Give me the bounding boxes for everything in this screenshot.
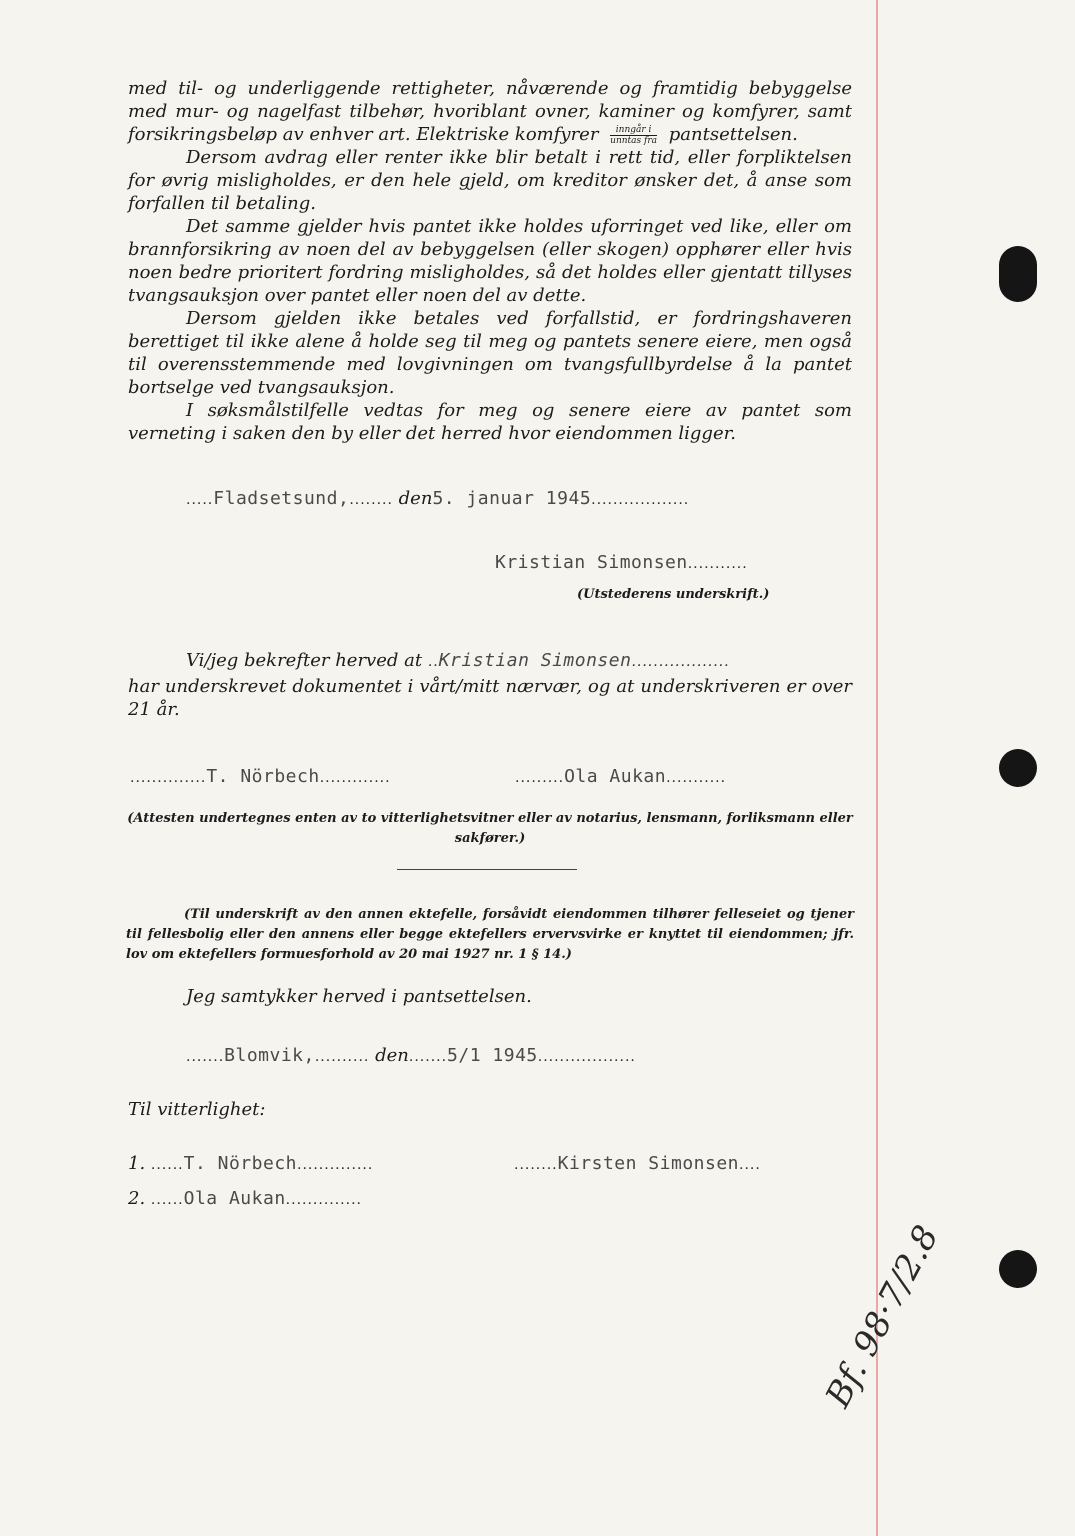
witness-heading: Til vitterlighet: xyxy=(128,1099,266,1120)
spouse-place: Blomvik, xyxy=(224,1045,315,1066)
punch-hole xyxy=(999,246,1037,302)
confirmation-line: Vi/jeg bekrefter herved at ..Kristian Simonsen.................. xyxy=(186,650,730,671)
clause-paragraph xyxy=(128,77,852,146)
confirmation-prefix: Vi/jeg bekrefter herved at xyxy=(186,650,423,671)
clause-text: med til- og underliggende rettigheter, nåværende og framtidig bebyggelse med mur- og nagelfast tilbehør, hvoriblant ovner, kaminer og komfyrer, samt forsikringsbeløp av enhver art. Elektriske komfyrer xyxy=(128,78,852,145)
issuer-place: Fladsetsund, xyxy=(213,488,350,509)
spouse-signature: Kirsten Simonsen xyxy=(557,1153,739,1174)
venue-paragraph: I søksmålstilfelle vedtas for meg og senere eiere av pantet som verneting i saken den by eller det herred hvor eiendommen ligger. xyxy=(128,400,852,444)
issuer-signature: Kristian Simonsen xyxy=(495,552,688,573)
fraction-bottom: unntas fra xyxy=(610,135,658,146)
handwritten-annotation: Bf. 98·7/2.8 xyxy=(818,1219,947,1414)
spouse-date: 5/1 1945 xyxy=(447,1045,538,1066)
witness-line-2: .........Ola Aukan........... xyxy=(515,766,727,787)
spouse-note: (Til underskrift av den annen ektefelle, forsåvidt eiendommen tilhører felleseiet og tjener til fellesbolig eller den annens eller begge ektefellers ervervsvirke er knyttet til eiendommen; jfr. lov om ektefellers formuesforhold av 20 mai 1927 nr. 1 § 14.) xyxy=(126,907,854,962)
witness-line: ..............T. Nörbech............. xyxy=(130,766,391,787)
spouse-signature-line: ........Kirsten Simonsen.... xyxy=(514,1153,761,1174)
section-divider xyxy=(397,869,577,870)
punch-hole xyxy=(999,1250,1037,1288)
den-label: den xyxy=(398,488,433,509)
terms-text xyxy=(128,77,852,445)
attestation-note: (Attesten undertegnes enten av to vitterlighetsvitner eller av notarius, lensmann, forliksmann eller sakfører.) xyxy=(127,811,853,846)
issuer-place-date-line: .....Fladsetsund,........ den5. januar 1945.................. xyxy=(186,488,690,509)
default-paragraph: Dersom avdrag eller renter ikke blir betalt i rett tid, eller forpliktelsen for øvrig misligholdes, er den hele gjeld, om kreditor ønsker det, å anse som forfallen til betaling. xyxy=(128,147,852,214)
witness-2-signature: Ola Aukan xyxy=(564,766,667,787)
signature-caption: (Utstederens underskrift.) xyxy=(577,587,770,602)
confirmation-body: har underskrevet dokumentet i vårt/mitt nærvær, og at underskriveren er over 21 år. xyxy=(128,676,852,720)
inngaar-unntas-fraction xyxy=(610,125,657,146)
punch-hole xyxy=(999,749,1037,787)
issuer-signature-line: Kristian Simonsen........... xyxy=(495,552,748,573)
row-number: 1. xyxy=(128,1153,146,1174)
confirmed-signer-name: Kristian Simonsen xyxy=(438,650,632,671)
deterioration-paragraph: Det samme gjelder hvis pantet ikke holdes uforringet ved like, eller om brannforsikring av noen del av bebyggelsen (eller skogen) opphører eller hvis noen bedre prioritert fordring misligholdes, så det holdes eller gjentatt tillyses tvangsauksjon over pantet eller noen del av dette. xyxy=(128,216,852,306)
witness-1-signature: T. Nörbech xyxy=(206,766,320,787)
clause-text-end: pantsettelsen. xyxy=(668,124,798,145)
witness-2-name: Ola Aukan xyxy=(183,1188,286,1209)
enforcement-paragraph: Dersom gjelden ikke betales ved forfallstid, er fordringshaveren berettiget til ikke alene å holde seg til meg og pantets senere eiere, men også til overensstemmende med lovgivningen om tvangsfullbyrdelse å la pantet bortselge ved tvangsauksjon. xyxy=(128,308,852,398)
spouse-place-date-line: .......Blomvik,.......... den.......5/1 1945.................. xyxy=(186,1045,636,1066)
spouse-den-label: den xyxy=(375,1045,409,1066)
witness-1-name: T. Nörbech xyxy=(183,1153,297,1174)
issuer-date: 5. januar 1945 xyxy=(432,488,592,509)
spouse-consent: Jeg samtykker herved i pantsettelsen. xyxy=(186,986,532,1007)
fraction-top: inngår i xyxy=(610,125,657,136)
row-number: 2. xyxy=(128,1188,146,1209)
witness-row-2: 2. ......Ola Aukan.............. xyxy=(128,1188,362,1209)
confirmation-text xyxy=(128,675,852,721)
witness-row-1: 1. ......T. Nörbech.............. xyxy=(128,1153,374,1174)
